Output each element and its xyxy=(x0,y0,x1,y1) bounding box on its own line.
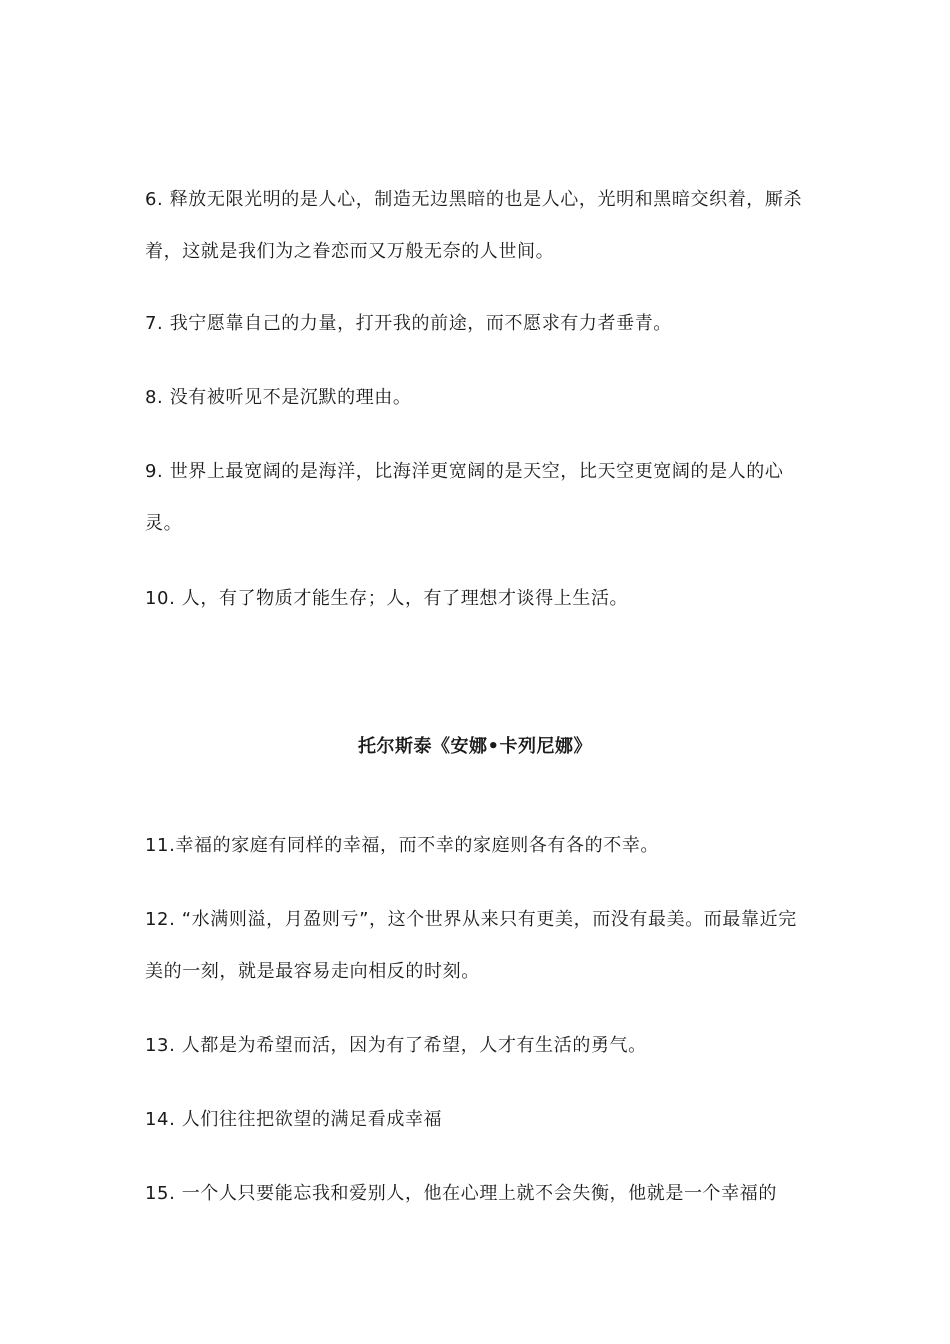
quote-15: 15. 一个人只要能忘我和爱别人，他在心理上就不会失衡，他就是一个幸福的 xyxy=(145,1183,777,1204)
quote-11: 11.幸福的家庭有同样的幸福，而不幸的家庭则各有各的不幸。 xyxy=(145,835,660,856)
quote-8: 8. 没有被听见不是沉默的理由。 xyxy=(145,387,412,408)
quote-13: 13. 人都是为希望而活，因为有了希望，人才有生活的勇气。 xyxy=(145,1035,647,1056)
quote-9: 9. 世界上最宽阔的是海洋，比海洋更宽阔的是天空，比天空更宽阔的是人的心灵。 xyxy=(145,461,784,534)
quote-10: 10. 人，有了物质才能生存；人，有了理想才谈得上生活。 xyxy=(145,588,629,609)
quote-12: 12. “水满则溢，月盈则亏”，这个世界从来只有更美，而没有最美。而最靠近完美的一刻，就是最容易走向相反的时刻。 xyxy=(145,909,797,982)
quote-6: 6. 释放无限光明的是人心，制造无边黑暗的也是人心，光明和黑暗交织着，厮杀着，这就是我们为之眷恋而又万般无奈的人世间。 xyxy=(145,189,803,262)
section-heading: 托尔斯泰《安娜•卡列尼娜》 xyxy=(357,736,592,757)
quote-7: 7. 我宁愿靠自己的力量，打开我的前途，而不愿求有力者垂青。 xyxy=(145,313,672,334)
quote-14: 14. 人们往往把欲望的满足看成幸福 xyxy=(145,1109,443,1130)
